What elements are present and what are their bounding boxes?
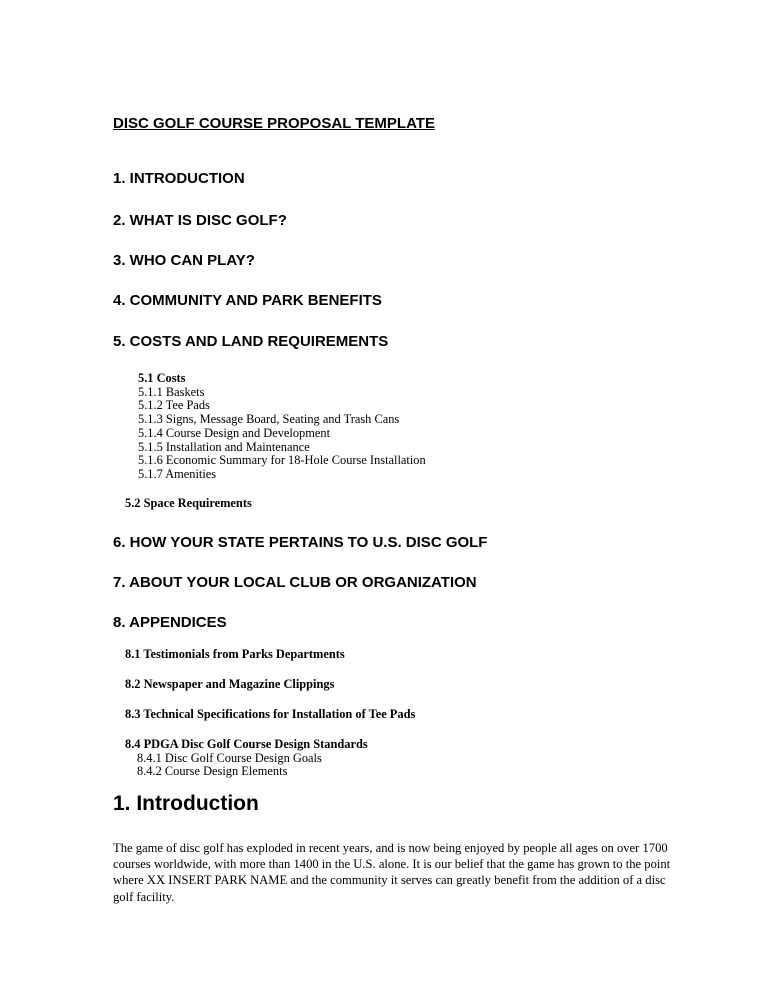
toc-item: 5.1.6 Economic Summary for 18-Hole Course Installation [138, 453, 426, 468]
toc-item: 5.1.1 Baskets [138, 384, 205, 399]
toc-appendix-8-3 [125, 708, 415, 722]
toc-section-1: 1. INTRODUCTION [113, 170, 245, 187]
toc-section-6: 6. HOW YOUR STATE PERTAINS TO U.S. DISC GOLF [113, 534, 488, 551]
toc-item: 5.1.5 Installation and Maintenance [138, 439, 310, 454]
toc-appendix-label: 8.4 PDGA Disc Golf Course Design Standards [125, 737, 368, 751]
toc-section-7: 7. ABOUT YOUR LOCAL CLUB OR ORGANIZATION [113, 574, 477, 591]
toc-item: 8.4.1 Disc Golf Course Design Goals [137, 750, 322, 765]
toc-item: 5.1.4 Course Design and Development [138, 425, 331, 440]
toc-subsection-5-1 [138, 372, 426, 482]
toc-section-8: 8. APPENDICES [113, 614, 227, 631]
toc-section-2: 2. WHAT IS DISC GOLF? [113, 212, 287, 229]
toc-appendix-8-4 [125, 738, 368, 779]
toc-appendix-label: 8.2 Newspaper and Magazine Clippings [125, 677, 335, 691]
toc-item: 5.1.2 Tee Pads [138, 398, 210, 413]
toc-section-4: 4. COMMUNITY AND PARK BENEFITS [113, 292, 382, 309]
toc-section-3: 3. WHO CAN PLAY? [113, 252, 255, 269]
toc-appendix-label: 8.1 Testimonials from Parks Departments [125, 647, 345, 661]
introduction-paragraph: The game of disc golf has exploded in recent years, and is now being enjoyed by people all ages on over 1700 courses worldwide, with more than 1400 in the U.S. alone. It is our belief that the game has grown to the point where XX INSERT PARK NAME and the community it serves can greatly benefit from the addition of a disc golf facility. [113, 841, 671, 904]
toc-item: 5.1.7 Amenities [138, 466, 217, 481]
toc-appendix-label: 8.3 Technical Specifications for Installation of Tee Pads [125, 707, 416, 721]
introduction-heading: 1. Introduction [113, 792, 259, 815]
toc-appendix-8-2 [125, 678, 334, 692]
toc-section-5: 5. COSTS AND LAND REQUIREMENTS [113, 333, 389, 350]
toc-subsection-5-1-heading: 5.1 Costs [138, 371, 186, 385]
toc-appendix-8-1 [125, 648, 345, 662]
toc-subsection-5-2: 5.2 Space Requirements [125, 496, 252, 510]
toc-item: 5.1.3 Signs, Message Board, Seating and Trash Cans [138, 412, 400, 427]
document-title: DISC GOLF COURSE PROPOSAL TEMPLATE [113, 115, 435, 132]
toc-item: 8.4.2 Course Design Elements [137, 764, 288, 779]
